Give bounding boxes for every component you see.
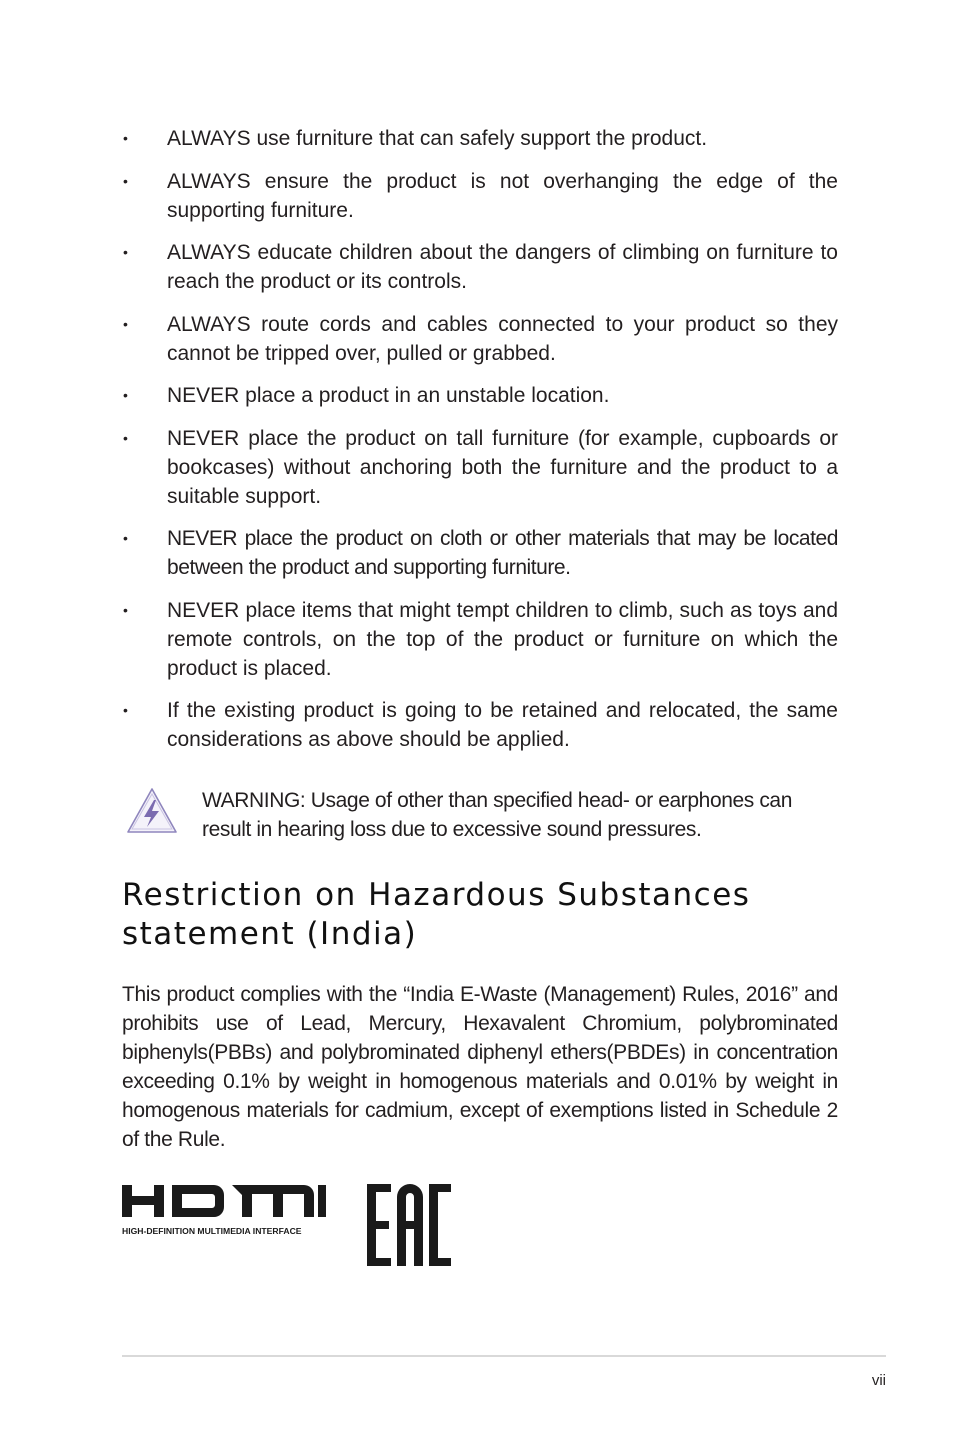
bullet-text: NEVER place the product on tall furniture (for example, cupboards or bookcases) without anchoring both the furniture and the product to a suitable support. — [167, 426, 838, 508]
section-title: Restriction on Hazardous Substances statement (India) — [122, 877, 751, 952]
bullet-text: NEVER place a product in an unstable location. — [167, 384, 610, 407]
bullet-item — [122, 310, 838, 368]
certification-logos — [122, 1182, 462, 1272]
rohs-statement-paragraph: This product complies with the “India E-Waste (Management) Rules, 2016” and prohibits use of Lead, Mercury, Hexavalent Chromium, polybrominated biphenyls(PBBs) and polybrominated diphenyl ethers(PBDEs) in concentration exceeding 0.1% by weight in homogenous materials and 0.01% by weight in homogenous materials for cadmium, except of exemptions listed in Schedule 2 of the Rule. — [122, 983, 838, 1151]
bullet-item — [122, 124, 838, 153]
bullet-item — [122, 424, 838, 511]
bullet-marker: • — [123, 601, 128, 618]
bullet-item — [122, 238, 838, 296]
footer-divider — [122, 1355, 886, 1357]
bullet-item — [122, 696, 838, 754]
bullet-marker: • — [123, 172, 128, 189]
warning-note — [126, 786, 838, 844]
bullet-marker: • — [123, 530, 128, 546]
warning-text: WARNING: Usage of other than specified head- or earphones can result in hearing loss due to excessive sound pressures. — [202, 789, 792, 841]
bullet-text: ALWAYS use furniture that can safely support the product. — [167, 127, 708, 150]
bullet-text: If the existing product is going to be retained and relocated, the same considerations as above should be applied. — [167, 699, 838, 751]
hdmi-logo — [122, 1182, 326, 1242]
bullet-text: ALWAYS ensure the product is not overhanging the edge of the supporting furniture. — [167, 169, 838, 222]
bullet-text: NEVER place items that might tempt children to climb, such as toys and remote controls, on the top of the product or furniture on which the product is placed. — [167, 598, 838, 680]
bullet-item — [122, 167, 838, 225]
bullet-marker: • — [123, 387, 128, 403]
eac-logo — [367, 1184, 451, 1266]
bullet-marker: • — [123, 130, 128, 146]
lightning-warning-icon — [126, 786, 178, 836]
bullet-text: NEVER place the product on cloth or other materials that may be located between the product and supporting furniture. — [167, 527, 838, 579]
bullet-text: ALWAYS educate children about the dangers of climbing on furniture to reach the product or its controls. — [167, 241, 838, 293]
bullet-item — [122, 596, 838, 683]
bullet-item — [122, 381, 838, 410]
bullet-marker: • — [123, 429, 128, 446]
hdmi-tagline: HIGH-DEFINITION MULTIMEDIA INTERFACE — [122, 1226, 302, 1236]
bullet-marker: • — [123, 702, 128, 718]
page-number: vii — [871, 1372, 886, 1389]
safety-bullet-list — [122, 124, 838, 768]
bullet-text: ALWAYS route cords and cables connected to your product so they cannot be tripped over, pulled or grabbed. — [167, 312, 838, 365]
bullet-item — [122, 524, 838, 582]
bullet-marker: • — [123, 244, 128, 260]
bullet-marker: • — [123, 315, 128, 332]
